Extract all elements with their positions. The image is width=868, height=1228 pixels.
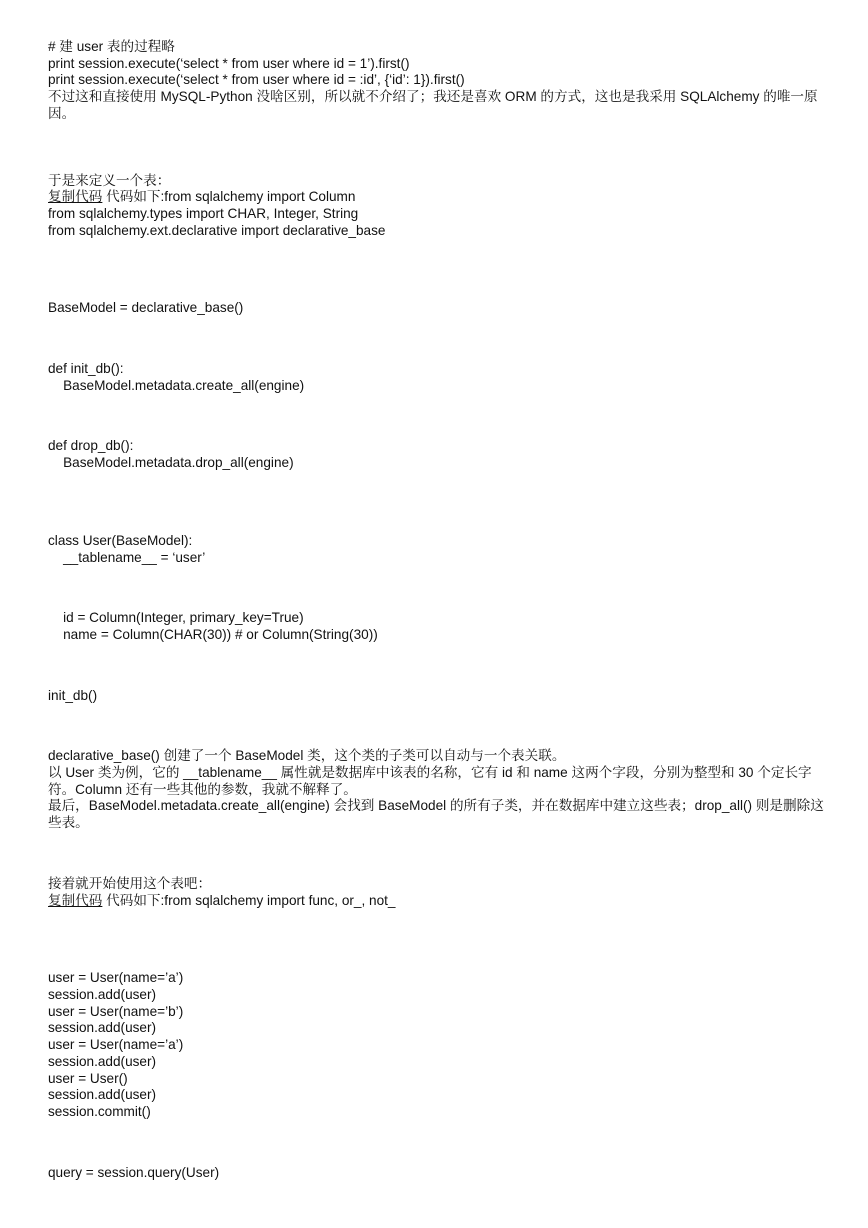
document-page [48,39,828,1181]
section-intro: 于是来定义一个表： [48,172,171,188]
code-line: init_db() [48,687,98,703]
code-line: session.commit() [48,1103,151,1119]
code-line: query = session.query(User) [48,1164,220,1180]
code-line: BaseModel.metadata.create_all(engine) [48,377,305,393]
copy-code-link[interactable]: 复制代码 [48,892,103,908]
code-line: __tablename__ = ‘user’ [48,549,206,565]
code-line: class User(BaseModel): [48,532,193,548]
code-line: session.add(user) [48,1020,157,1036]
code-line: BaseModel = declarative_base() [48,300,244,316]
code-line: print session.execute(‘select * from user where id = :id’, {‘id’: 1}).first() [48,72,465,88]
code-line-text: 代码如下:from sqlalchemy import Column [102,189,356,205]
code-line: user = User(name=’a’) [48,970,184,986]
code-line: from sqlalchemy.ext.declarative import declarative_base [48,222,386,238]
code-comment: # 建 user 表的过程略 [48,39,175,54]
code-line: def init_db(): [48,361,124,377]
code-line [48,189,828,206]
paragraph: 最后，BaseModel.metadata.create_all(engine) 会找到 BaseModel 的所有子类，并在数据库中建立这些表；drop_all() 则是删除这些表。 [48,798,824,831]
code-line: user = User(name=’a’) [48,1037,184,1053]
code-line: session.add(user) [48,1053,157,1069]
code-line: session.add(user) [48,986,157,1002]
code-line: user = User(name=’b’) [48,1003,184,1019]
paragraph: declarative_base() 创建了一个 BaseModel 类，这个类的子类可以自动与一个表关联。 [48,748,566,764]
paragraph: 以 User 类为例，它的 __tablename__ 属性就是数据库中该表的名称，它有 id 和 name 这两个字段，分别为整型和 30 个定长字符。Column 还有一些其他的参数，我就不解释了。 [48,765,812,797]
section-intro: 接着就开始使用这个表吧： [48,875,212,891]
code-line: BaseModel.metadata.drop_all(engine) [48,455,294,471]
code-line [48,893,828,910]
code-line: from sqlalchemy.types import CHAR, Integer, String [48,205,359,221]
code-line: def drop_db(): [48,438,134,454]
code-line: session.add(user) [48,1087,157,1103]
code-line: user = User() [48,1070,128,1086]
code-line: id = Column(Integer, primary_key=True) [48,610,304,626]
copy-code-link[interactable]: 复制代码 [48,189,103,205]
code-line: print session.execute(‘select * from user where id = 1’).first() [48,55,410,71]
paragraph: 不过这和直接使用 MySQL-Python 没啥区别，所以就不介绍了；我还是喜欢 ORM 的方式，这也是我采用 SQLAlchemy 的唯一原因。 [48,89,818,121]
code-line: name = Column(CHAR(30)) # or Column(String(30)) [48,626,378,642]
code-line-text: 代码如下:from sqlalchemy import func, or_, not_ [102,892,396,908]
